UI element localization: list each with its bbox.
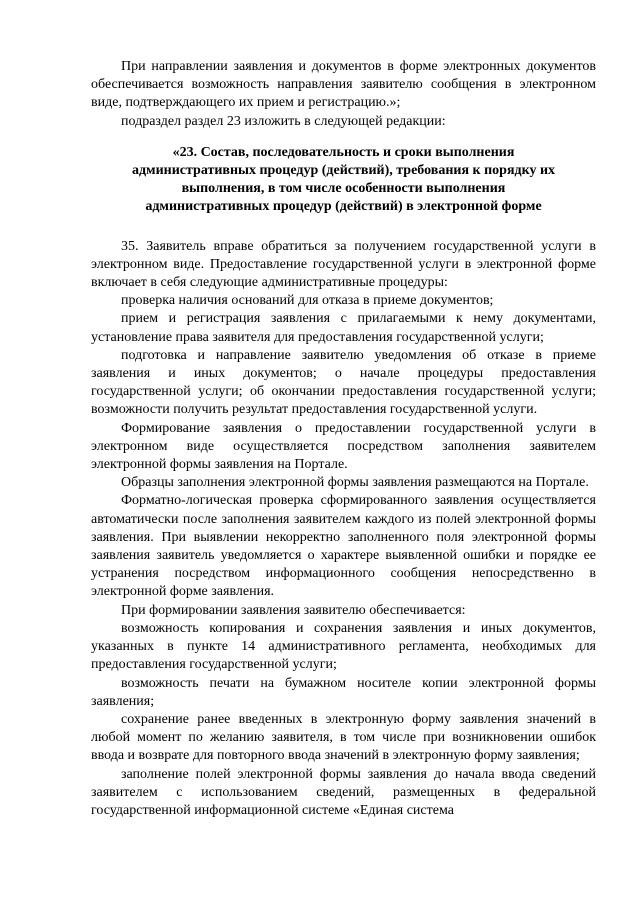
- paragraph: подготовка и направление заявителю уведомления об отказе в приеме заявления и иных документов; о начале процедуры предоставления государственной услуги; об окончании предоставления государственной услуги; возможности получить результат предоставления государственной услуги.: [91, 347, 596, 418]
- paragraph: Формирование заявления о предоставлении государственной услуги в электронном виде осуществляется посредством заполнения заявителем электронной формы заявления на Портале.: [91, 420, 596, 473]
- paragraph: При направлении заявления и документов в форме электронных документов обеспечивается возможность направления заявителю сообщения в электронном виде, подтверждающего их прием и регистрацию.»;: [91, 59, 596, 111]
- section-heading: «23. Состав, последовательность и сроки выполнения административных процедур (действий), требования к порядку их выполнения, в том числе особенности выполнения административных процедур (действий) в электронной форме: [131, 144, 556, 215]
- paragraph: Образцы заполнения электронной формы заявления размещаются на Портале.: [121, 475, 589, 491]
- paragraph: Форматно-логическая проверка сформированного заявления осуществляется автоматически после заполнения заявителем каждого из полей электронной формы заявления. При выявлении некорректно заполненного поля электронной формы заявления заявитель уведомляется о характере выявленной ошибки и порядке ее устранения посредством информационного сообщения непосредственно в электронной форме заявления.: [91, 493, 596, 600]
- paragraph: подраздел раздел 23 изложить в следующей редакции:: [121, 113, 446, 129]
- paragraph: проверка наличия оснований для отказа в приеме документов;: [121, 293, 494, 309]
- paragraph: прием и регистрация заявления с прилагаемыми к нему документами, установление права заявителя для предоставления государственной услуги;: [91, 311, 596, 345]
- paragraph: возможность печати на бумажном носителе копии электронной формы заявления;: [91, 675, 596, 709]
- paragraph: При формировании заявления заявителю обеспечивается:: [121, 602, 466, 618]
- paragraph: сохранение ранее введенных в электронную форму заявления значений в любой момент по желанию заявителя, в том числе при возникновении ошибок ввода и возврате для повторного ввода значений в электронную форму заявления;: [91, 711, 596, 764]
- document-page: [91, 58, 596, 820]
- paragraph: 35. Заявитель вправе обратиться за получением государственной услуги в электронном виде. Предоставление государственной услуги в электронной форме включает в себя следующие административные процедуры:: [91, 238, 596, 291]
- paragraph: заполнение полей электронной формы заявления до начала ввода сведений заявителем с использованием сведений, размещенных в федеральной государственной информационной системе «Единая система: [91, 766, 596, 818]
- paragraph: возможность копирования и сохранения заявления и иных документов, указанных в пункте 14 административного регламента, необходимых для предоставления государственной услуги;: [91, 620, 596, 673]
